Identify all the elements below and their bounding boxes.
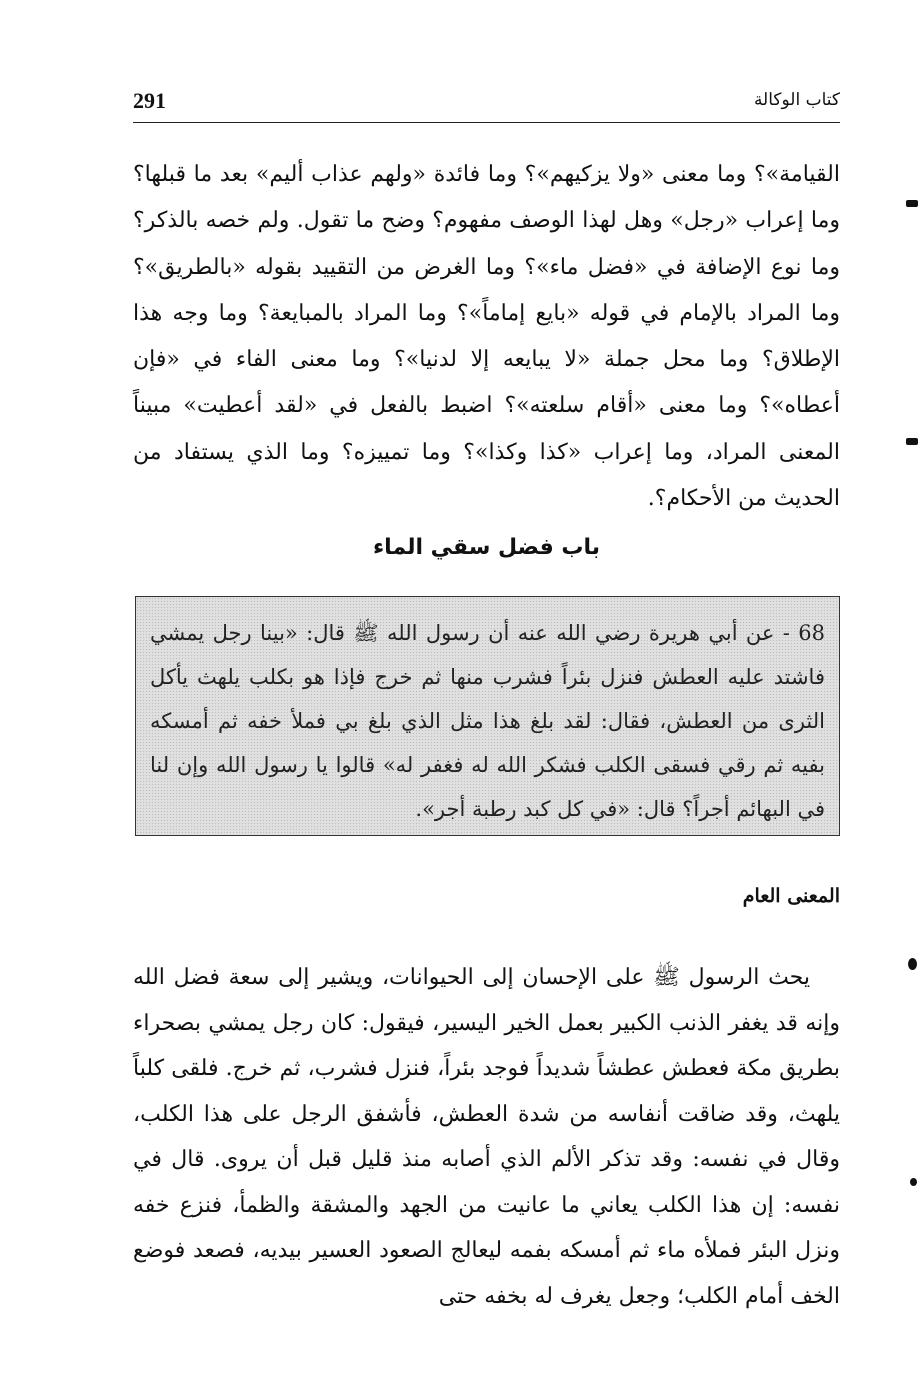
questions-paragraph: القيامة»؟ وما معنى «ولا يزكيهم»؟ وما فائدة «ولهم عذاب أليم» بعد ما قبلها؟ وما إعراب «رجل» وهل لهذا الوصف مفهوم؟ وضح ما تقول. ولم خصه بالذكر؟ وما نوع الإضافة في «فضل ماء»؟ وما الغرض من التقييد بقوله «بالطريق»؟ وما المراد بالإمام في قوله «بايع إماماً»؟ وما المراد بالمبايعة؟ وما وجه هذا الإطلاق؟ وما محل جملة «لا يبايعه إلا لدنيا»؟ وما معنى الفاء في «فإن أعطاه»؟ وما معنى «أقام سلعته»؟ اضبط بالفعل في «لقد أعطيت» مبيناً المعنى المراد، وما إعراب «كذا وكذا»؟ وما تمييزه؟ وما الذي يستفاد من الحديث من الأحكام؟. <box>133 162 840 512</box>
margin-ink-mark <box>910 1178 917 1186</box>
margin-ink-mark <box>906 200 918 207</box>
running-title: كتاب الوكالة <box>753 90 840 110</box>
general-meaning-heading: المعنى العام <box>742 885 840 907</box>
margin-ink-mark <box>906 438 918 445</box>
section-heading: باب فضل سقي الماء <box>372 535 601 560</box>
general-meaning-paragraph: يحث الرسول ﷺ على الإحسان إلى الحيوانات، ويشير إلى سعة فضل الله وإنه قد يغفر الذنب الكبير بعمل الخير اليسير، فيقول: كان رجل يمشي بصحراء بطريق مكة فعطش عطشاً شديداً فوجد بئراً، فنزل فشرب، ثم خرج. فلقى كلباً يلهث، وقد ضاقت أنفاسه من شدة العطش، فأشفق الرجل على هذا الكلب، وقال في نفسه: وقد تذكر الألم الذي أصابه منذ قليل قبل أن يروى. قال في نفسه: إن هذا الكلب يعاني ما عانيت من الجهد والمشقة والظمأ، فنزع خفه ونزل البئر فملأه ماء ثم أمسكه بفمه ليعالج الصعود العسير بيديه، فصعد فوضع الخف أمام الكلب؛ وجعل يغرف له بخفه حتى <box>133 965 840 1309</box>
hadith-text: 68 - عن أبي هريرة رضي الله عنه أن رسول الله ﷺ قال: «بينا رجل يمشي فاشتد عليه العطش فنزل بئراً فشرب منها ثم خرج فإذا هو بكلب يلهث يأكل الثرى من العطش، فقال: لقد بلغ هذا مثل الذي بلغ بي فملأ خفه ثم أمسكه بفيه ثم رقي فسقى الكلب فشكر الله له فغفر له» قالوا يا رسول الله وإن لنا في البهائم أجراً؟ قال: «في كل كبد رطبة أجر». <box>150 621 825 821</box>
page-number: 291 <box>133 88 166 113</box>
page-header <box>133 86 840 123</box>
hadith-box <box>135 596 840 836</box>
margin-ink-mark <box>908 958 917 970</box>
